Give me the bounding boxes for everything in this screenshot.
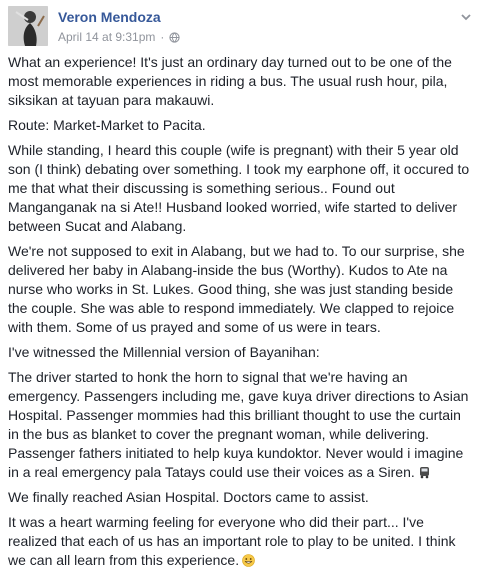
post-timestamp-link[interactable]: April 14 at 9:31pm (58, 30, 156, 44)
post-paragraph: The driver started to honk the horn to signal that we're having an emergency. Passengers including me, gave kuya driver directions to Asian Hospital. Passenger mommies had this brilliant thought to use the curtain in the bus as blanket to cover the pregnant woman, while delivering. Passenger fathers initiated to help kuya kundoktor. Never would i imagine in a real emergency pala Tatays could use their voices as a Siren. (8, 369, 469, 480)
grinning-emoji-icon (242, 553, 255, 566)
post-paragraph-with-emoji (8, 513, 475, 570)
post-paragraph: Route: Market-Market to Pacita. (8, 117, 206, 133)
globe-icon[interactable] (169, 32, 180, 43)
avatar[interactable] (8, 6, 48, 46)
post-paragraph: I've witnessed the Millennial version of Bayanihan: (8, 344, 320, 360)
post-meta (58, 30, 180, 44)
post-header (8, 6, 475, 48)
chevron-down-icon[interactable] (459, 10, 473, 24)
post-body (8, 53, 475, 576)
post-paragraph-with-emoji (8, 368, 475, 482)
meta-separator: · (160, 30, 165, 44)
post-paragraph: While standing, I heard this couple (wife is pregnant) with their 5 year old son (I think) debating over something. I took my earphone off, it occured to me that what their discussing is something serious.. Found out Manganganak na si Ate!! Husband looked worried, wife started to deliver between Sucat and Alabang. (8, 142, 470, 234)
post-paragraph: What an experience! It's just an ordinary day turned out to be one of the most memorable experiences in riding a bus. The usual rush hour, pila, siksikan at tayuan para makauwi. (8, 54, 452, 108)
bus-emoji-icon (418, 465, 431, 478)
profile-photo (8, 6, 48, 46)
author-name-link[interactable]: Veron Mendoza (58, 9, 161, 25)
post-paragraph: It was a heart warming feeling for everyone who did their part... I've realized that each of us has an important role to play to be united. I think we can all learn from this experience. (8, 514, 456, 568)
post-paragraph: We finally reached Asian Hospital. Doctors came to assist. (8, 489, 369, 505)
post-paragraph: We're not supposed to exit in Alabang, but we had to. To our surprise, she delivered her baby in Alabang-inside the bus (Worthy). Kudos to Ate na nurse who works in St. Lukes. Good thing, she was just standing beside the couple. She was able to respond immediately. We clapped to rejoice with them. Some of us prayed and some of us were in tears. (8, 243, 465, 335)
